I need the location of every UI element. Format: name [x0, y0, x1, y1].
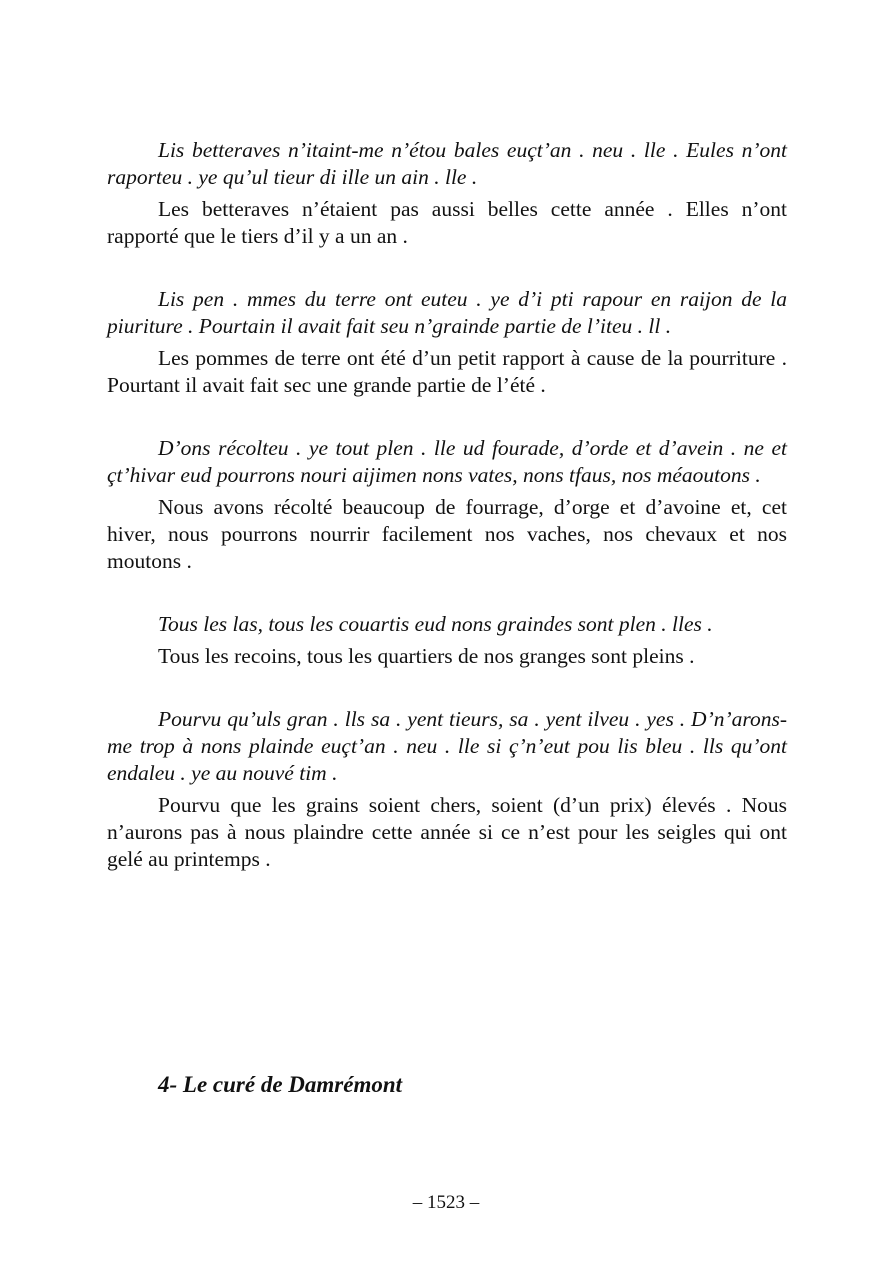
- patois-paragraph: D’ons récolteu . ye tout plen . lle ud fourade, d’orde et d’avein . ne et çt’hivar eud pourrons nouri aijimen nons vates, nons tfaus, nos méaoutons .: [107, 436, 787, 487]
- section-heading: 4- Le curé de Damrémont: [158, 1072, 403, 1097]
- page-number: – 1523 –: [412, 1192, 480, 1213]
- patois-paragraph: Pourvu qu’uls gran . lls sa . yent tieurs, sa . yent ilveu . yes . D’n’arons-me trop à nons plainde euçt’an . neu . lle si ç’n’eut pou lis bleu . lls qu’ont endaleu . ye au nouvé tim .: [107, 707, 787, 785]
- patois-paragraph: Lis pen . mmes du terre ont euteu . ye d’i pti rapour en raijon de la piuriture . Pourtain il avait fait seu n’grainde partie de l’iteu . ll .: [107, 287, 787, 338]
- french-paragraph: Tous les recoins, tous les quartiers de nos granges sont pleins .: [158, 644, 695, 668]
- french-paragraph: Pourvu que les grains soient chers, soient (d’un prix) élevés . Nous n’aurons pas à nous plaindre cette année si ce n’est pour les seigles qui ont gelé au printemps .: [107, 793, 787, 871]
- paragraph-pair: [107, 286, 787, 399]
- paragraph-pair: [107, 611, 787, 670]
- patois-paragraph: Lis betteraves n’itaint-me n’étou bales euçt’an . neu . lle . Eules n’ont raporteu . ye qu’ul tieur di ille un ain . lle .: [107, 138, 787, 189]
- paragraph-pair: [107, 435, 787, 575]
- french-paragraph: Nous avons récolté beaucoup de fourrage, d’orge et d’avoine et, cet hiver, nous pourrons nourrir facilement nos vaches, nos chevaux et nos moutons .: [107, 495, 787, 573]
- page-body: [107, 137, 787, 873]
- paragraph-pair: [107, 137, 787, 250]
- paragraph-pair: [107, 706, 787, 873]
- french-paragraph: Les betteraves n’étaient pas aussi belles cette année . Elles n’ont rapporté que le tiers d’il y a un an .: [107, 197, 787, 248]
- french-paragraph: Les pommes de terre ont été d’un petit rapport à cause de la pourriture . Pourtant il avait fait sec une grande partie de l’été .: [107, 346, 787, 397]
- patois-paragraph: Tous les las, tous les couartis eud nons graindes sont plen . lles .: [158, 612, 713, 636]
